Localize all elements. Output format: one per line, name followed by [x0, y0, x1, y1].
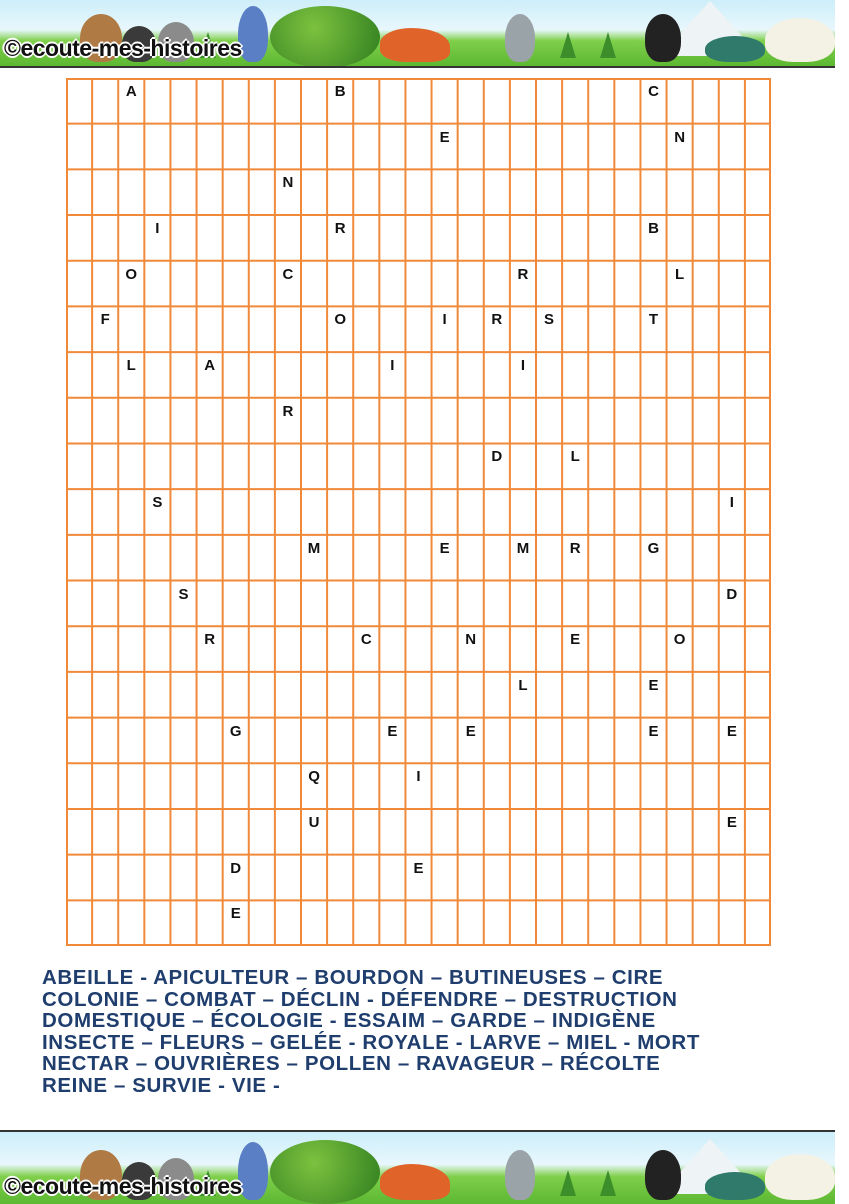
grid-letter: S [544, 311, 555, 329]
grid-letter: R [491, 311, 503, 329]
grid-letter: E [439, 539, 450, 557]
grid-letter: A [204, 357, 216, 375]
donkey-illustration [238, 6, 268, 62]
word-list-line: REINE – SURVIE - VIE - [42, 1073, 281, 1097]
grid-letter: L [126, 357, 136, 375]
grid-letter: G [647, 539, 660, 557]
grid-letter: D [230, 859, 242, 877]
grid-letter: O [673, 631, 686, 649]
grid-letter: I [416, 768, 421, 786]
grid-letter: I [155, 220, 160, 238]
grid-letter: D [491, 448, 503, 466]
grid-letter: E [726, 722, 737, 740]
grid-letter: O [334, 311, 346, 329]
grid-letter: Q [308, 768, 320, 786]
grid-letter: E [465, 722, 476, 740]
grid-letter: C [648, 83, 659, 100]
grid-letter: R [334, 220, 346, 238]
grid-letter: E [413, 859, 424, 877]
grid-letter: S [152, 494, 163, 512]
word-list [42, 967, 832, 1097]
grid-letter: A [125, 83, 137, 100]
grid-letter: I [520, 357, 526, 375]
bush-illustration [270, 6, 380, 68]
grid-letter: I [729, 494, 734, 512]
grid-letter: N [465, 631, 477, 649]
tree-illustration [600, 1170, 616, 1196]
grid-letter: B [648, 220, 659, 238]
grid-letter: N [674, 128, 686, 146]
grid-letter: R [517, 265, 529, 283]
brand-watermark: ©ecoute-mes-histoires [4, 1173, 242, 1199]
grid-letter: C [282, 265, 294, 283]
bear-white-illustration [765, 1154, 835, 1200]
grid-letter: I [442, 311, 447, 329]
grid-letter: E [648, 676, 659, 694]
grid-letter: R [204, 631, 216, 649]
grid-letter: E [726, 813, 737, 831]
grid-letter: D [726, 585, 738, 603]
cow-illustration [505, 14, 535, 62]
brand-watermark: ©ecoute-mes-histoires [4, 35, 242, 61]
word-list-line: DOMESTIQUE – ÉCOLOGIE - ESSAIM – GARDE – INDIGÈNE [42, 1009, 656, 1033]
donkey-illustration [238, 1142, 268, 1200]
grid-letter: G [229, 722, 242, 740]
grid-letter: M [516, 539, 530, 557]
grid-lines [66, 78, 771, 946]
lizard-illustration [705, 1172, 765, 1200]
grid-letter: I [390, 357, 395, 375]
footer-banner [0, 1130, 835, 1204]
grid-letter: L [570, 448, 580, 466]
grid-letter: O [125, 265, 138, 283]
bird-illustration [645, 14, 681, 62]
grid-letter: R [282, 402, 294, 420]
grid-letter: B [334, 83, 346, 100]
grid-letter: U [308, 813, 320, 831]
grid-letter: N [282, 174, 294, 192]
grid-letter: E [387, 722, 398, 740]
word-search-grid [66, 78, 771, 946]
word-list-line: INSECTE – FLEURS – GELÉE - ROYALE - LARVE – MIEL - MORT [42, 1030, 700, 1054]
word-list-line: ABEILLE - APICULTEUR – BOURDON – BUTINEUSES – CIRE [42, 966, 664, 989]
tree-illustration [560, 1170, 576, 1196]
grid-letter: L [675, 265, 685, 283]
fox-illustration [380, 1164, 450, 1200]
grid-letter: E [570, 631, 581, 649]
grid-letter: F [100, 311, 110, 329]
tree-illustration [560, 32, 576, 58]
bird-illustration [645, 1150, 681, 1200]
grid-letter: S [178, 585, 189, 603]
tree-illustration [600, 32, 616, 58]
bear-white-illustration [765, 18, 835, 62]
grid-letter: E [439, 128, 450, 146]
word-list-line: NECTAR – OUVRIÈRES – POLLEN – RAVAGEUR – RÉCOLTE [42, 1052, 661, 1076]
grid-letter: T [648, 311, 659, 329]
word-list-line: COLONIE – COMBAT – DÉCLIN - DÉFENDRE – DESTRUCTION [42, 987, 678, 1011]
fox-illustration [380, 28, 450, 62]
cow-illustration [505, 1150, 535, 1200]
grid-letter: C [360, 631, 372, 649]
grid-letter: L [518, 676, 528, 694]
grid-letter: M [307, 539, 321, 557]
grid-letter: R [569, 539, 581, 557]
lizard-illustration [705, 36, 765, 62]
grid-letter: E [648, 722, 659, 740]
grid-letter: E [230, 905, 241, 923]
bush-illustration [270, 1140, 380, 1204]
header-banner [0, 0, 835, 68]
